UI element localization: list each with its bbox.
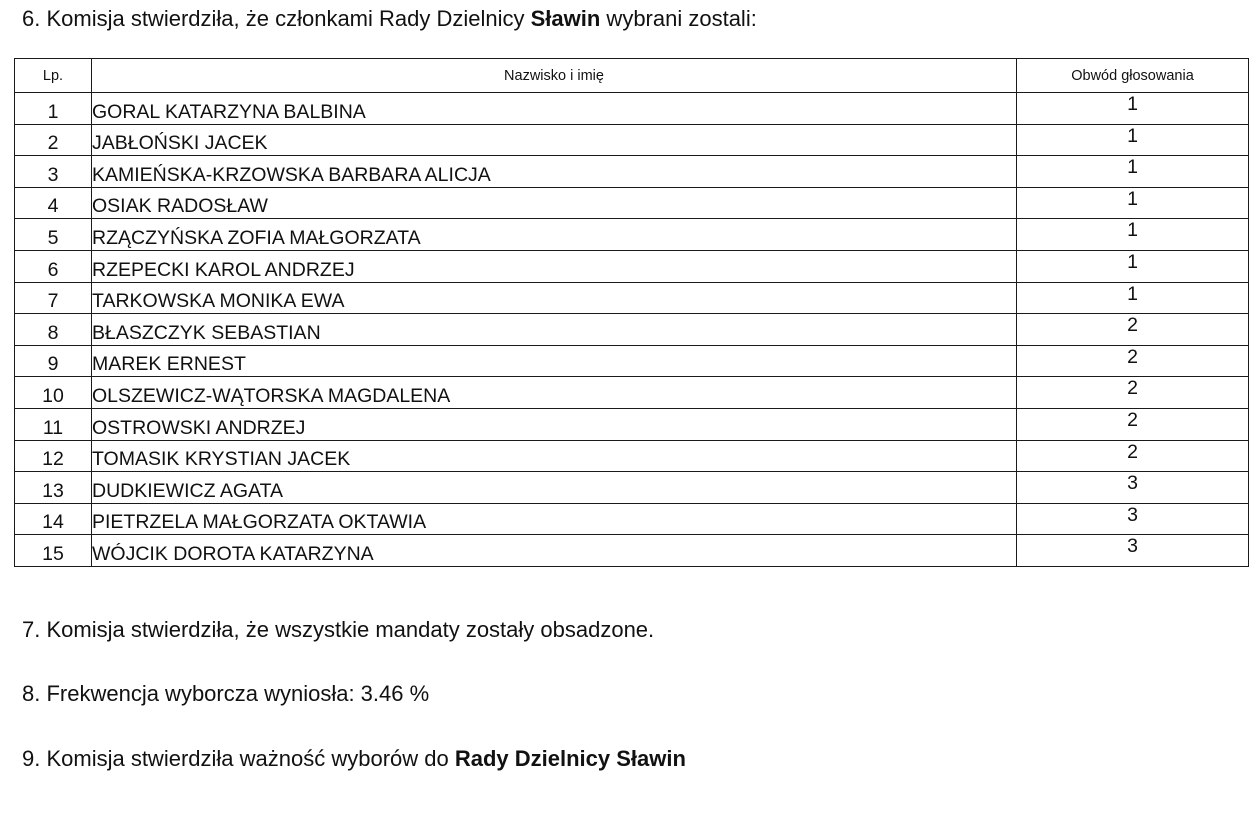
- row-lp: 1: [15, 93, 92, 125]
- table-row: [15, 314, 1249, 346]
- row-name: JABŁOŃSKI JACEK: [92, 124, 1017, 156]
- row-name: KAMIEŃSKA-KRZOWSKA BARBARA ALICJA: [92, 156, 1017, 188]
- table-row: [15, 124, 1249, 156]
- row-area: 1: [1017, 93, 1249, 125]
- row-name: OSTROWSKI ANDRZEJ: [92, 408, 1017, 440]
- table-row: [15, 219, 1249, 251]
- row-lp: 3: [15, 156, 92, 188]
- table-header-row: [15, 59, 1249, 93]
- row-lp: 8: [15, 314, 92, 346]
- row-area: 3: [1017, 535, 1249, 567]
- header-lp: Lp.: [15, 59, 92, 93]
- row-area: 1: [1017, 219, 1249, 251]
- row-area: 2: [1017, 314, 1249, 346]
- row-name: BŁASZCZYK SEBASTIAN: [92, 314, 1017, 346]
- paragraph-9: [22, 746, 686, 772]
- table-row: [15, 282, 1249, 314]
- row-area: 1: [1017, 187, 1249, 219]
- table-row: [15, 250, 1249, 282]
- table-row: [15, 187, 1249, 219]
- row-area: 3: [1017, 503, 1249, 535]
- members-table: [14, 58, 1249, 567]
- paragraph-6: [22, 6, 757, 32]
- row-area: 1: [1017, 250, 1249, 282]
- table-row: [15, 472, 1249, 504]
- paragraph-9-text: 9. Komisja stwierdziła ważność wyborów do: [22, 746, 455, 771]
- table-row: [15, 156, 1249, 188]
- table-row: [15, 440, 1249, 472]
- row-name: MAREK ERNEST: [92, 345, 1017, 377]
- row-area: 2: [1017, 377, 1249, 409]
- row-lp: 6: [15, 250, 92, 282]
- row-name: WÓJCIK DOROTA KATARZYNA: [92, 535, 1017, 567]
- table-row: [15, 377, 1249, 409]
- row-name: TOMASIK KRYSTIAN JACEK: [92, 440, 1017, 472]
- row-lp: 11: [15, 408, 92, 440]
- row-lp: 7: [15, 282, 92, 314]
- row-name: RZĄCZYŃSKA ZOFIA MAŁGORZATA: [92, 219, 1017, 251]
- table-row: [15, 408, 1249, 440]
- row-name: DUDKIEWICZ AGATA: [92, 472, 1017, 504]
- row-area: 1: [1017, 156, 1249, 188]
- council-name: Rady Dzielnicy Sławin: [454, 746, 686, 771]
- row-lp: 10: [15, 377, 92, 409]
- table-row: [15, 345, 1249, 377]
- row-lp: 12: [15, 440, 92, 472]
- table-row: [15, 535, 1249, 567]
- row-lp: 2: [15, 124, 92, 156]
- row-lp: 4: [15, 187, 92, 219]
- row-area: 1: [1017, 124, 1249, 156]
- row-lp: 14: [15, 503, 92, 535]
- row-lp: 13: [15, 472, 92, 504]
- paragraph-7: 7. Komisja stwierdziła, że wszystkie mandaty zostały obsadzone.: [22, 617, 655, 642]
- row-area: 2: [1017, 408, 1249, 440]
- row-name: GORAL KATARZYNA BALBINA: [92, 93, 1017, 125]
- row-area: 3: [1017, 472, 1249, 504]
- paragraph-6-suffix: wybrani zostali:: [600, 6, 757, 31]
- table-row: [15, 93, 1249, 125]
- paragraph-6-text: 6. Komisja stwierdziła, że członkami Rady Dzielnicy: [22, 6, 531, 31]
- header-name: Nazwisko i imię: [92, 59, 1017, 93]
- district-name: Sławin: [530, 6, 601, 31]
- row-area: 1: [1017, 282, 1249, 314]
- header-area: Obwód głosowania: [1017, 59, 1249, 93]
- row-lp: 15: [15, 535, 92, 567]
- row-lp: 5: [15, 219, 92, 251]
- row-name: PIETRZELA MAŁGORZATA OKTAWIA: [92, 503, 1017, 535]
- row-name: RZEPECKI KAROL ANDRZEJ: [92, 250, 1017, 282]
- table-row: [15, 503, 1249, 535]
- row-area: 2: [1017, 440, 1249, 472]
- row-area: 2: [1017, 345, 1249, 377]
- row-lp: 9: [15, 345, 92, 377]
- row-name: TARKOWSKA MONIKA EWA: [92, 282, 1017, 314]
- row-name: OLSZEWICZ-WĄTORSKA MAGDALENA: [92, 377, 1017, 409]
- row-name: OSIAK RADOSŁAW: [92, 187, 1017, 219]
- paragraph-8: 8. Frekwencja wyborcza wyniosła: 3.46 %: [22, 681, 430, 706]
